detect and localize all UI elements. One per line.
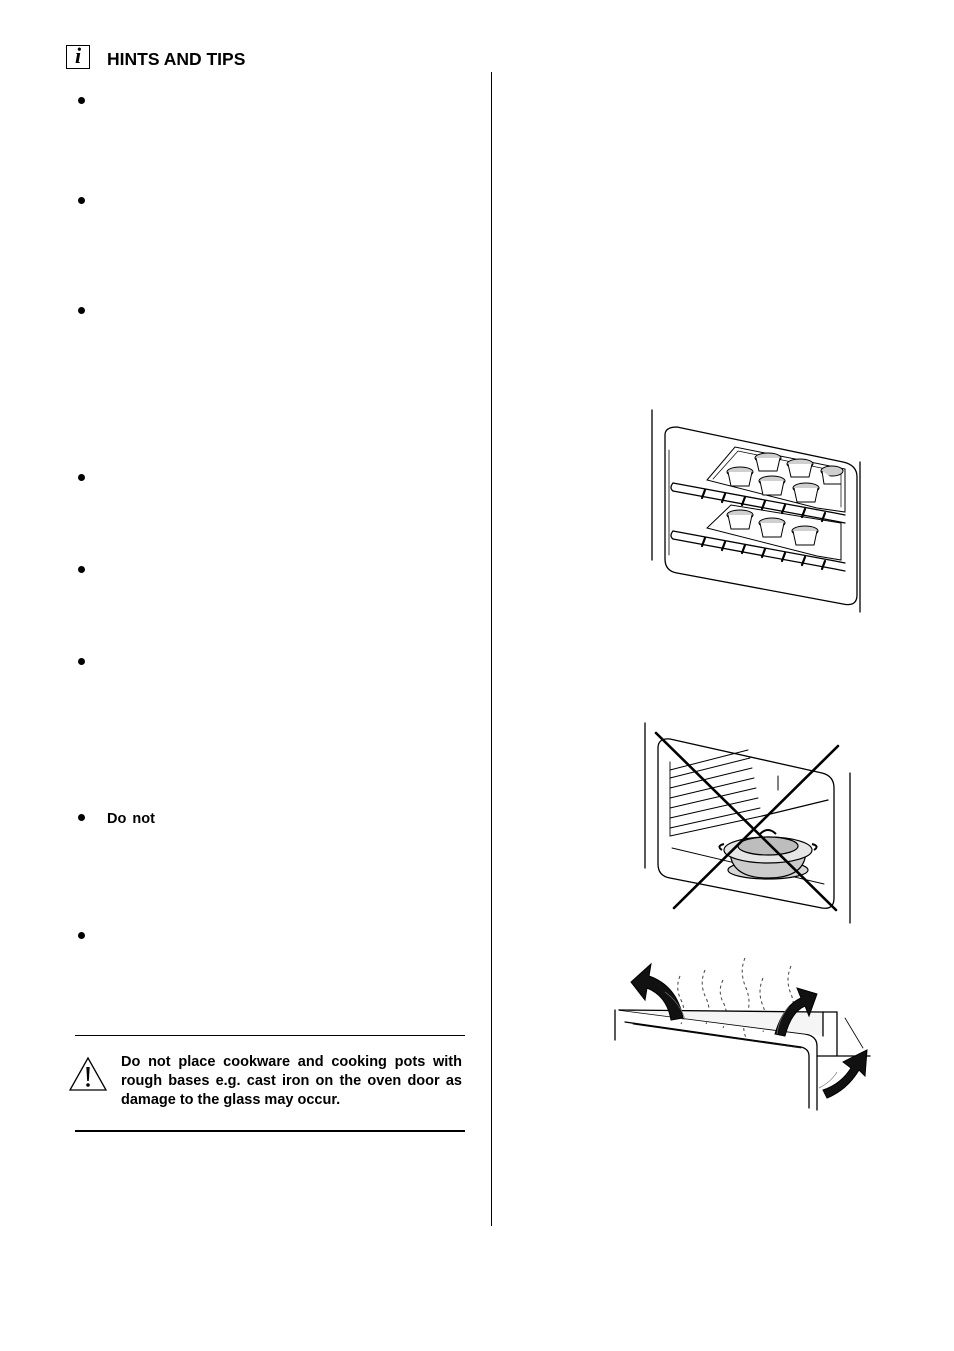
bullet-7 (78, 814, 85, 821)
bullet-6 (78, 658, 85, 665)
section-heading: HINTS AND TIPS (107, 49, 246, 69)
oven-crossed-out-pot-illustration (638, 718, 858, 928)
oven-door-steam-arrows-illustration (605, 948, 875, 1118)
bullet-3 (78, 307, 85, 314)
column-divider (491, 72, 492, 1226)
warning-rule-top (75, 1035, 465, 1036)
bullet-2 (78, 197, 85, 204)
info-icon: i (66, 45, 90, 69)
bullet-5 (78, 566, 85, 573)
bullet-1 (78, 97, 85, 104)
warning-triangle-icon (68, 1056, 108, 1092)
bullet-4 (78, 474, 85, 481)
warning-rule-bottom (75, 1130, 465, 1132)
bullet-8 (78, 932, 85, 939)
oven-trays-cupcakes-illustration (645, 405, 875, 615)
warning-text: Do not place cookware and cooking pots with rough bases e.g. cast iron on the oven door as damage to the glass may occur. (121, 1054, 462, 1108)
bullet-7-label: Do not (107, 811, 155, 827)
